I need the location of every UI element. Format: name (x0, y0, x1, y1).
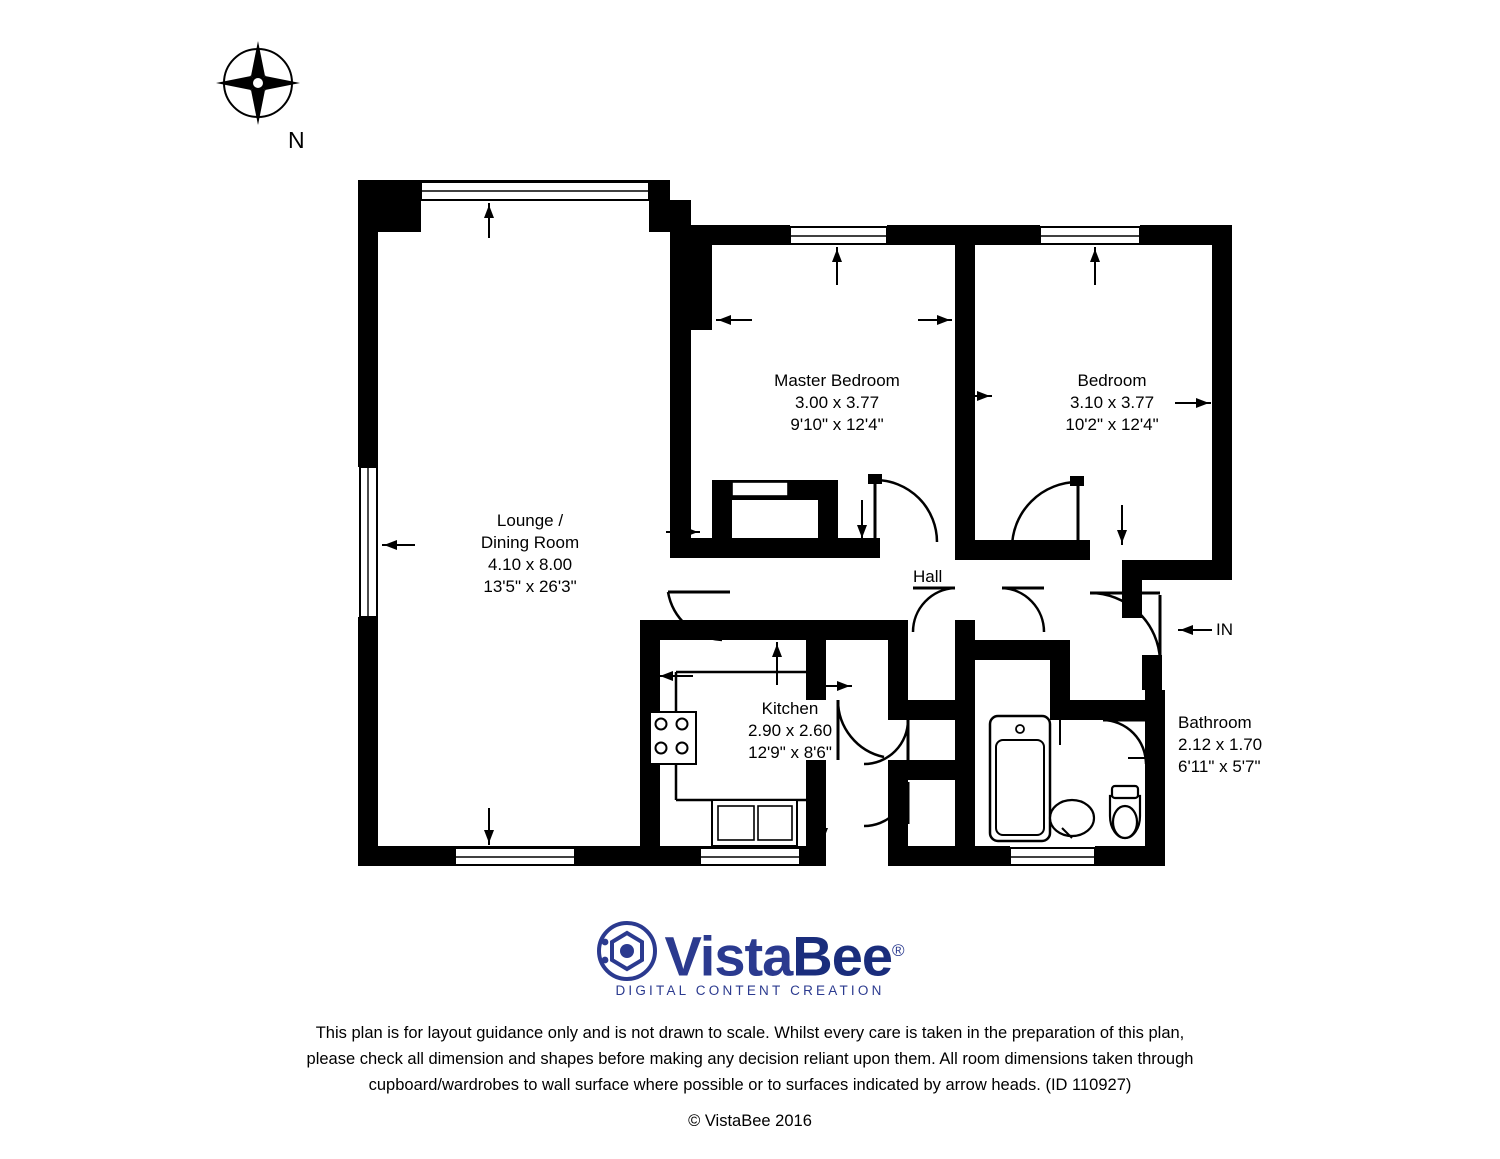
room-name-line1: Lounge / (496, 511, 564, 530)
disclaimer-line-2: please check all dimension and shapes before making any decision reliant upon them. All room dimensions taken through (306, 1050, 1194, 1068)
room-dimension-imperial: 13'5" x 26'3" (483, 577, 577, 596)
room-label-lounge-dining (400, 510, 660, 598)
room-dimension-imperial: 6'11" x 5'7" (1178, 757, 1261, 776)
entrance-label: IN (1216, 620, 1233, 639)
room-label-hall: Hall (913, 567, 943, 586)
room-dimension-metric: 3.00 x 3.77 (794, 393, 880, 412)
room-name-line1: Bathroom (1178, 713, 1252, 732)
room-name-line1: Kitchen (761, 699, 819, 718)
room-dimension-imperial: 9'10" x 12'4" (790, 415, 884, 434)
room-dimension-metric: 4.10 x 8.00 (487, 555, 573, 574)
brand-name (664, 922, 903, 986)
room-label-bathroom (1178, 712, 1378, 778)
room-dimension-metric: 2.12 x 1.70 (1178, 735, 1263, 754)
vistabee-logo-icon (596, 920, 658, 987)
disclaimer-line-3: cupboard/wardrobes to wall surface where possible or to surfaces indicated by arrow heads. (ID 110927) (368, 1076, 1132, 1094)
compass-north-label: N (288, 127, 305, 153)
room-name-line1: Bedroom (1077, 371, 1147, 390)
room-label-bedroom (982, 370, 1242, 436)
disclaimer-text (250, 1020, 1250, 1098)
copyright-text: © VistaBee 2016 (688, 1112, 812, 1130)
room-dimension-metric: 2.90 x 2.60 (747, 721, 833, 740)
room-dimension-imperial: 10'2" x 12'4" (1065, 415, 1159, 434)
room-name-line2: Dining Room (480, 533, 580, 552)
room-label-kitchen (665, 698, 915, 764)
brand-name-part1: Vista (664, 924, 793, 988)
room-dimension-metric: 3.10 x 3.77 (1069, 393, 1155, 412)
room-dimension-imperial: 12'9" x 8'6" (748, 743, 832, 762)
room-label-master-bedroom (706, 370, 968, 436)
disclaimer-line-1: This plan is for layout guidance only and is not drawn to scale. Whilst every care is taken in the preparation of this plan, (315, 1024, 1185, 1042)
brand-logo (0, 920, 1500, 1000)
brand-name-part2: Bee (792, 924, 893, 988)
room-name-line1: Master Bedroom (774, 371, 900, 390)
registered-trademark-icon: ® (892, 940, 904, 960)
brand-tagline: DIGITAL CONTENT CREATION (615, 983, 885, 998)
